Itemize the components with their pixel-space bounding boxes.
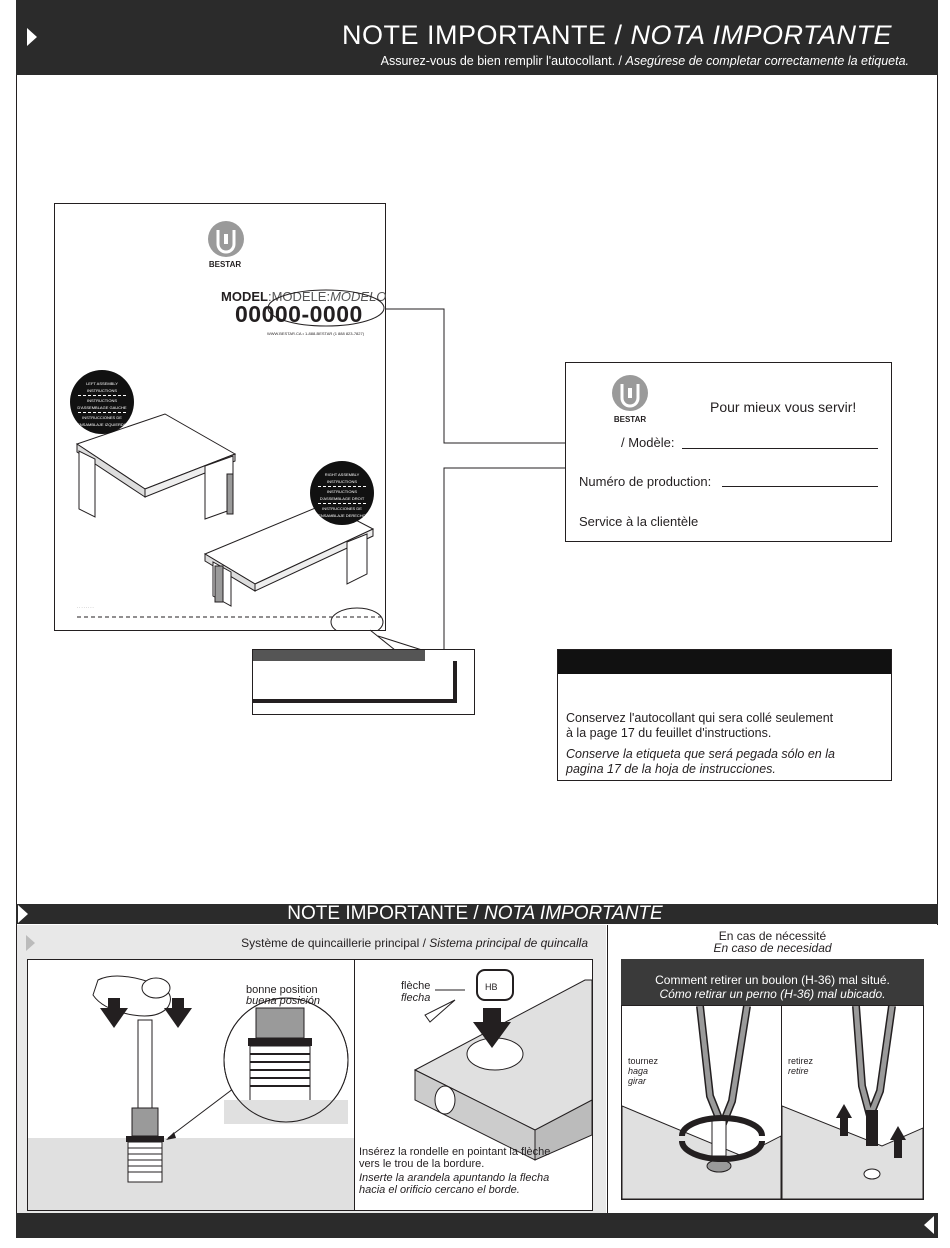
note-fr-line: Conservez l'autocollant qui sera collé seulement	[566, 711, 834, 725]
badge-line: LEFT ASSEMBLY	[86, 381, 118, 386]
bolt-position-panel	[27, 959, 355, 1211]
svg-text:HB: HB	[485, 982, 498, 992]
title-fr: NOTE IMPORTANTE /	[341, 20, 631, 50]
turn-es: haga	[628, 1066, 649, 1076]
note-fr-line: à la page 17 du feuillet d'instructions.	[566, 726, 772, 740]
pull-label	[788, 1056, 813, 1076]
title-es: NOTA IMPORTANTE	[630, 20, 892, 50]
hardware-title-es: Sistema principal de quincalla	[429, 936, 588, 950]
cover-brand: BESTAR	[208, 260, 242, 269]
turn-fr: tournez	[628, 1056, 659, 1066]
need-title-es: En caso de necesidad	[713, 941, 832, 955]
insert-text-fr	[359, 1146, 550, 1170]
pull-fr: retirez	[788, 1056, 814, 1066]
note-text-es	[566, 747, 886, 777]
insert-es-line: hacia el orificio cercano el borde.	[359, 1184, 520, 1196]
cover-model-number: 00000-0000	[235, 301, 363, 327]
badge-line: INSTRUCCIONES DE	[322, 506, 362, 511]
need-title-fr: En cas de nécessité	[718, 929, 827, 943]
badge-line: INSTRUCTIONS	[87, 398, 117, 403]
washer-insert-panel	[354, 959, 593, 1211]
arrow-label-es: flecha	[401, 992, 431, 1004]
badge-line: INSTRUCCIONES DE	[82, 415, 122, 420]
bottom-title-fr: NOTE IMPORTANTE /	[287, 903, 484, 924]
removal-header	[621, 959, 924, 1005]
insert-fr-line: Insérez la rondelle en pointant la flèche	[359, 1146, 551, 1158]
pull-es: retire	[788, 1066, 809, 1076]
bottom-title	[0, 903, 950, 925]
model-label-rest: :MODELE:	[267, 289, 331, 304]
badge-line: INSTRUCTIONS	[87, 388, 117, 393]
sticker-production-field: Numéro de production:	[579, 474, 712, 489]
bottom-title-es: NOTA IMPORTANTE	[483, 903, 663, 924]
hardware-title	[241, 936, 588, 950]
badge-line: ENSAMBLAJE IZQUIERDO	[77, 422, 127, 427]
note-text-fr	[566, 711, 886, 741]
cover-website: WWW.BESTAR.CA • 1-888-BESTAR (1 888 823-7827)	[267, 331, 365, 336]
sticker-zoom-box	[252, 649, 475, 715]
sticker-tagline: Pour mieux vous servir!	[710, 399, 857, 415]
insert-text-es	[359, 1172, 549, 1196]
triangle-right-icon	[26, 935, 35, 951]
model-input-line	[682, 448, 878, 449]
remove-title-es: Cómo retirar un perno (H-36) mal ubicado.	[659, 987, 886, 1001]
sticker-zoom-header	[253, 650, 425, 661]
sticker-model-field: / Modèle:	[621, 435, 675, 450]
badge-line: INSTRUCTIONS	[327, 489, 357, 494]
turn-label	[628, 1056, 658, 1086]
svg-text:. . . . . . . .: . . . . . . . .	[77, 604, 94, 609]
pliers-pull-illustration	[782, 1006, 923, 1199]
pliers-turn-illustration	[622, 1006, 781, 1199]
triangle-left-icon	[924, 1216, 934, 1234]
turn-es: girar	[628, 1076, 647, 1086]
badge-line: INSTRUCTIONS	[327, 479, 357, 484]
pull-panel	[781, 1005, 924, 1200]
good-position-fr: bonne position	[246, 984, 318, 996]
badge-line: ENSAMBLAJE DERECHO	[318, 513, 366, 518]
subtitle-es: Asegúrese de completar correctamente la etiqueta.	[625, 54, 909, 68]
arrow-label-fr: flèche	[401, 980, 431, 992]
sticker-zoom-edge	[253, 661, 457, 703]
sticker-label	[565, 362, 892, 542]
note-es-line: Conserve la etiqueta que será pegada sólo en la	[566, 747, 835, 761]
bestar-logo-icon	[610, 373, 650, 413]
remove-title-fr: Comment retirer un boulon (H-36) mal situé.	[655, 973, 890, 987]
good-position-es: buena posición	[246, 995, 321, 1007]
badge-line: D'ASSEMBLAGE DROIT	[319, 496, 365, 501]
insert-fr-line: vers le trou de la bordure.	[359, 1158, 485, 1170]
model-label-bold: MODEL	[221, 289, 268, 304]
badge-line: RIGHT ASSEMBLY	[324, 472, 360, 477]
model-label-es: MODELO	[330, 289, 387, 304]
hardware-title-fr: Système de quincaillerie principal /	[241, 936, 430, 950]
note-es-line: pagina 17 de la hoja de instrucciones.	[566, 762, 776, 776]
production-input-line	[722, 486, 878, 487]
note-box	[557, 649, 892, 781]
sticker-service: Service à la clientèle	[579, 514, 699, 529]
footer-bar	[16, 1213, 938, 1238]
subtitle-fr: Assurez-vous de bien remplir l'autocollant. /	[380, 54, 626, 68]
badge-line: D'ASSEMBLAGE GAUCHE	[77, 405, 127, 410]
sticker-brand: BESTAR	[613, 415, 647, 424]
insert-es-line: Inserte la arandela apuntando la flecha	[359, 1172, 550, 1184]
turn-panel	[621, 1005, 782, 1200]
note-box-header	[558, 650, 891, 674]
